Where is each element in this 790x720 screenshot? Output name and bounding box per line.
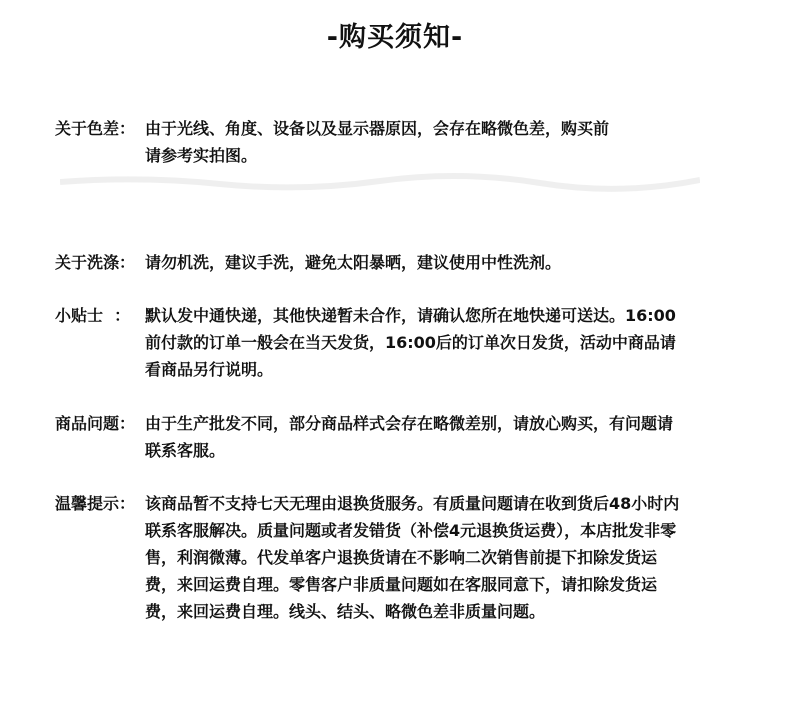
- section-text: 由于生产批发不同，部分商品样式会存在略微差别，请放心购买，有问题请 联系客服。: [145, 414, 674, 460]
- section-product-issues: [55, 410, 755, 464]
- section-label: 温馨提示：: [55, 494, 136, 513]
- section-warm-reminder: [55, 490, 755, 625]
- section-text: 由于光线、角度、设备以及显示器原因，会存在略微色差，购买前 请参考实拍图。: [145, 119, 610, 165]
- section-label: 小贴士 ：: [55, 306, 131, 325]
- section-text: 默认发中通快递，其他快递暂未合作，请确认您所在地快递可送达。16:00 前付款的订单一般会在当天发货，16:00后的订单次日发货，活动中商品请 看商品另行说明。: [145, 306, 676, 379]
- section-label: 商品问题：: [55, 414, 136, 433]
- section-washing: [55, 249, 755, 276]
- section-text: 该商品暂不支持七天无理由退换货服务。有质量问题请在收到货后48小时内 联系客服解决。质量问题或者发错货（补偿4元退换货运费），本店批发非零 售，利润微薄。代发单客户退换货请在不影响二次销售前提下扣除发货运 费，来回运费自理。零售客户非质量问题如在客服同意下，请扣除发货运 费，来回运费自理。线头、结头、略微色差非质量问题。: [145, 494, 680, 621]
- page-title: -购买须知-: [326, 22, 464, 53]
- faint-divider: [60, 172, 700, 192]
- section-text: 请勿机洗，建议手洗，避免太阳暴晒，建议使用中性洗剂。: [145, 253, 562, 272]
- section-tips: [55, 302, 755, 383]
- section-color-difference: [55, 115, 755, 169]
- section-label: 关于洗涤：: [55, 253, 136, 272]
- section-label: 关于色差：: [55, 119, 136, 138]
